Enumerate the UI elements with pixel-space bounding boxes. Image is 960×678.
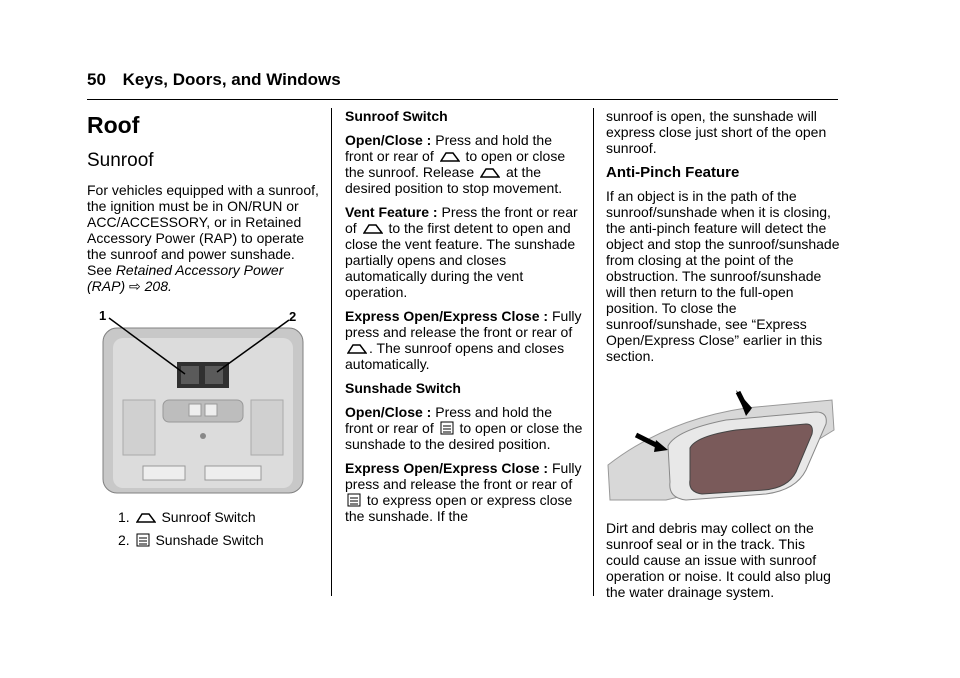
legend-item-2: 2. Sunshade Switch	[118, 532, 264, 548]
sunroof-icon	[480, 167, 500, 179]
sunshade-icon	[440, 421, 454, 435]
rap-page[interactable]: 208.	[144, 278, 172, 294]
sunshade-open-close: Open/Close : Press and hold the front or rear of to open or close the sunshade to the desired position.	[345, 404, 583, 452]
column-2	[345, 108, 583, 532]
callout-1: 1	[99, 308, 107, 323]
legend-item-1: 1. Sunroof Switch	[118, 509, 256, 525]
sunroof-seal-figure	[606, 390, 836, 505]
sunroof-icon	[347, 343, 367, 355]
vent-feature: Vent Feature : Press the front or rear of to the first detent to open and close the vent feature. The sunshade partially opens and closes automatically during the vent operation.	[345, 204, 578, 300]
column-divider-2	[593, 108, 594, 596]
sunroof-intro: For vehicles equipped with a sunroof, the ignition must be in ON/RUN or ACC/ACCESSORY, or in Retained Accessory Power (RAP) to operate the sunroof and power sunshade. See Retained Accessory Power (RAP) ⇨ 208.	[87, 182, 319, 294]
anti-pinch-text: If an object is in the path of the sunroof/sunshade when it is closing, the anti-pinch feature will detect the object and stop the sunroof/sunshade from closing at the point of the obstruction. The sunroof/sunshade will then return to the full-open position. To close the sunroof/sunshade, see “Express Open/Express Close” earlier in this section.	[606, 188, 840, 364]
sunshade-switch-heading: Sunshade Switch	[345, 380, 461, 396]
figure-legend	[118, 506, 264, 552]
roof-heading: Roof	[87, 112, 140, 138]
page-ref-icon: ⇨	[129, 278, 141, 294]
header-rule	[87, 99, 838, 100]
sunshade-express: Express Open/Express Close : Fully press and release the front or rear of to express open or express close the sunshade. If the	[345, 460, 582, 524]
debris-paragraph: Dirt and debris may collect on the sunroof seal or in the track. This could cause an issue with sunroof operation or noise. It could also plug the water drainage system.	[606, 520, 831, 600]
sunshade-icon	[347, 493, 361, 507]
sunroof-express: Express Open/Express Close : Fully press and release the front or rear of . The sunroof opens and closes automatically.	[345, 308, 582, 372]
sunroof-switch-icon	[136, 512, 156, 524]
sunshade-switch-icon	[136, 533, 150, 547]
sunroof-switch-heading: Sunroof Switch	[345, 108, 448, 124]
sunroof-icon	[440, 151, 460, 163]
section-title: Keys, Doors, and Windows	[122, 70, 341, 89]
sunroof-open-close: Open/Close : Press and hold the front or rear of to open or close the sunroof. Release at the desired position to stop movement.	[345, 132, 566, 196]
column-divider-1	[331, 108, 332, 596]
anti-pinch-heading: Anti-Pinch Feature	[606, 164, 740, 181]
page-number: 50	[87, 70, 106, 89]
column-3	[606, 108, 841, 372]
sunroof-icon	[363, 223, 383, 235]
continued-text: sunroof is open, the sunshade will express close just short of the open sunroof.	[606, 108, 827, 156]
page-header	[87, 70, 341, 90]
column-1	[87, 108, 322, 302]
sunroof-heading: Sunroof	[87, 150, 154, 171]
rap-link[interactable]: Retained Accessory Power (RAP)	[87, 262, 284, 294]
overhead-console-figure	[93, 308, 313, 498]
callout-2: 2	[289, 309, 297, 324]
